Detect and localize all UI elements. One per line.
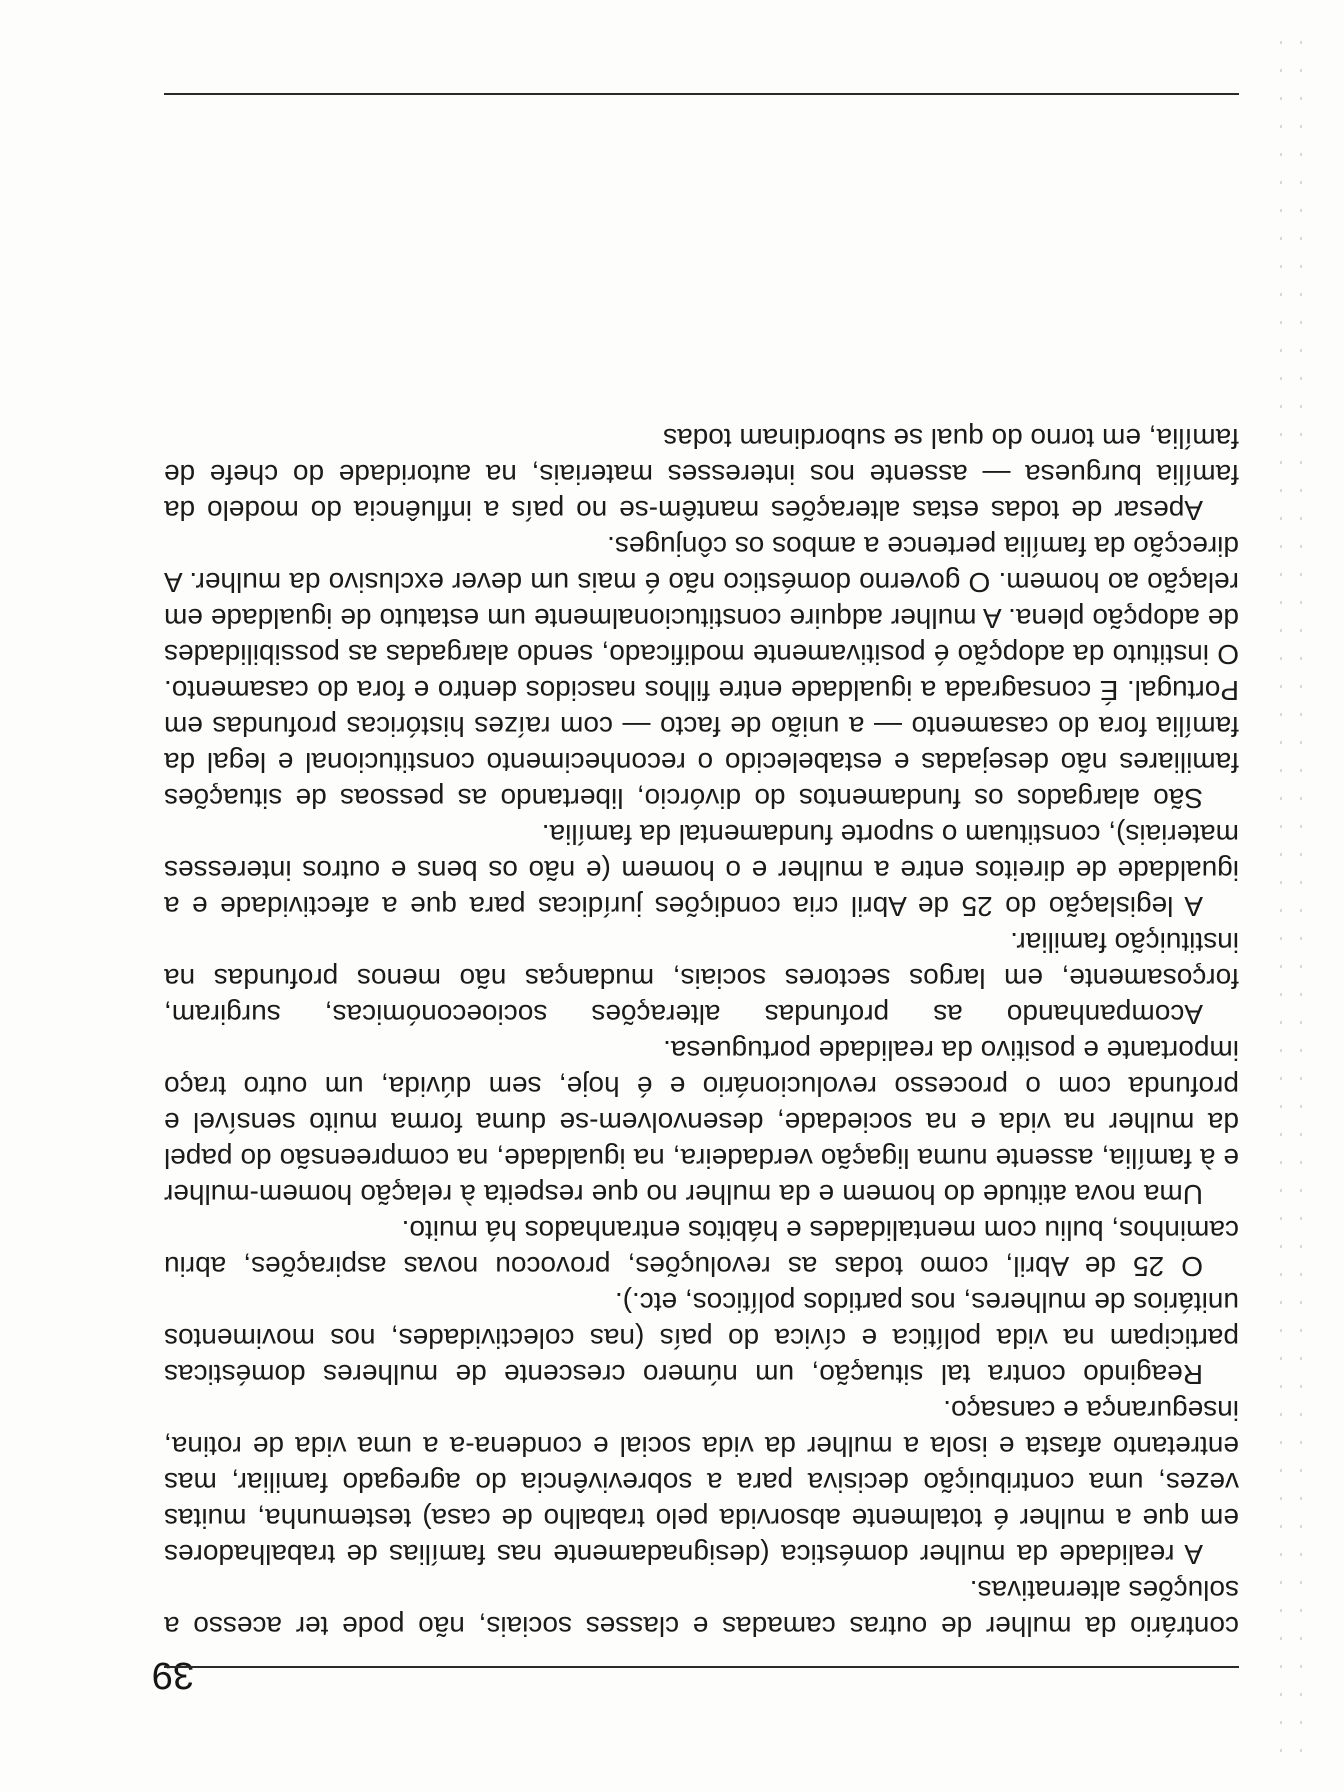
paragraph: Uma nova atitude do homem e da mulher no que respeita à relação homem-mulher e à família, assente numa ligação verdadeira, na igualdade, na compreensão do papel da mulher na vida e na sociedade, desenvolvem-se duma forma muito sensível e profunda com o processo revolucionário e é hoje, sem dúvida, um outro traço importante e positivo da realidade portuguesa. <box>164 1035 1239 1210</box>
paragraph: Acompanhando as profundas alterações socioeconómicas, surgiram, forçosamente, em largos sectores sociais, mudanças não menos profundas na instituição familiar. <box>164 927 1239 1030</box>
body-text <box>164 420 1239 1644</box>
paragraph: O 25 de Abril, como todas as revoluções, provocou novas aspirações, abriu caminhos, buliu com mentalidades e hábitos entranhados há muito. <box>164 1215 1239 1282</box>
page-number: 39 <box>151 1654 194 1696</box>
margin-scan-dots <box>1300 32 1302 1752</box>
header-rule <box>164 1666 1239 1668</box>
paragraph: A legislação do 25 de Abril cria condições jurídicas para que a afectividade e a igualdade de direitos entre a mulher e o homem (e não os bens e outros interesses materiais), constituam o suporte fundamental da família. <box>164 819 1239 922</box>
paragraph: Reagindo contra tal situação, um número crescente de mulheres domésticas participam na vida política e cívica do país (nas colectividades, nos movimentos unitários de mulheres, nos partidos políticos, etc.). <box>164 1287 1239 1390</box>
paragraph: A realidade da mulher doméstica (designadamente nas famílias de trabalhadores em que a mulher é totalmente absorvida pelo trabalho de casa) testemunha, muitas vezes, uma contribuição decisiva para a sobrevivência do agregado familiar, mas entretanto afasta e isola a mulher da vida social e condena-a a uma vida de rotina, insegurança e cansaço. <box>164 1395 1239 1570</box>
margin-scan-dots <box>1280 32 1282 1752</box>
paragraph: contrário da mulher de outras camadas e classes sociais, não pode ter acesso a soluções alternativas. <box>164 1575 1239 1642</box>
footer-rule <box>164 93 1239 95</box>
paragraph: São alargados os fundamentos do divórcio, libertando as pessoas de situações familiares não desejadas e estabelecido o reconhecimento constitucional e legal da família fora do casamento — a união de facto — com raízes históricas profundas em Portugal. É consagrada a igualdade entre filhos nascidos dentro e fora do casamento. O instituto da adopção é positivamente modificado, sendo alargadas as possibilidades de adopção plena. A mulher adquire constitucionalmente um estatuto de igualdade em relação ao homem. O governo doméstico não é mais um dever exclusivo da mulher. A direcção da família pertence a ambos os cônjuges. <box>164 531 1239 814</box>
paragraph: Apesar de todas estas alterações mantêm-se no país a influência do modelo da família burguesa — assente nos interesses materiais, na autoridade do chefe de família, em torno do qual se subordinam todas <box>164 423 1239 526</box>
